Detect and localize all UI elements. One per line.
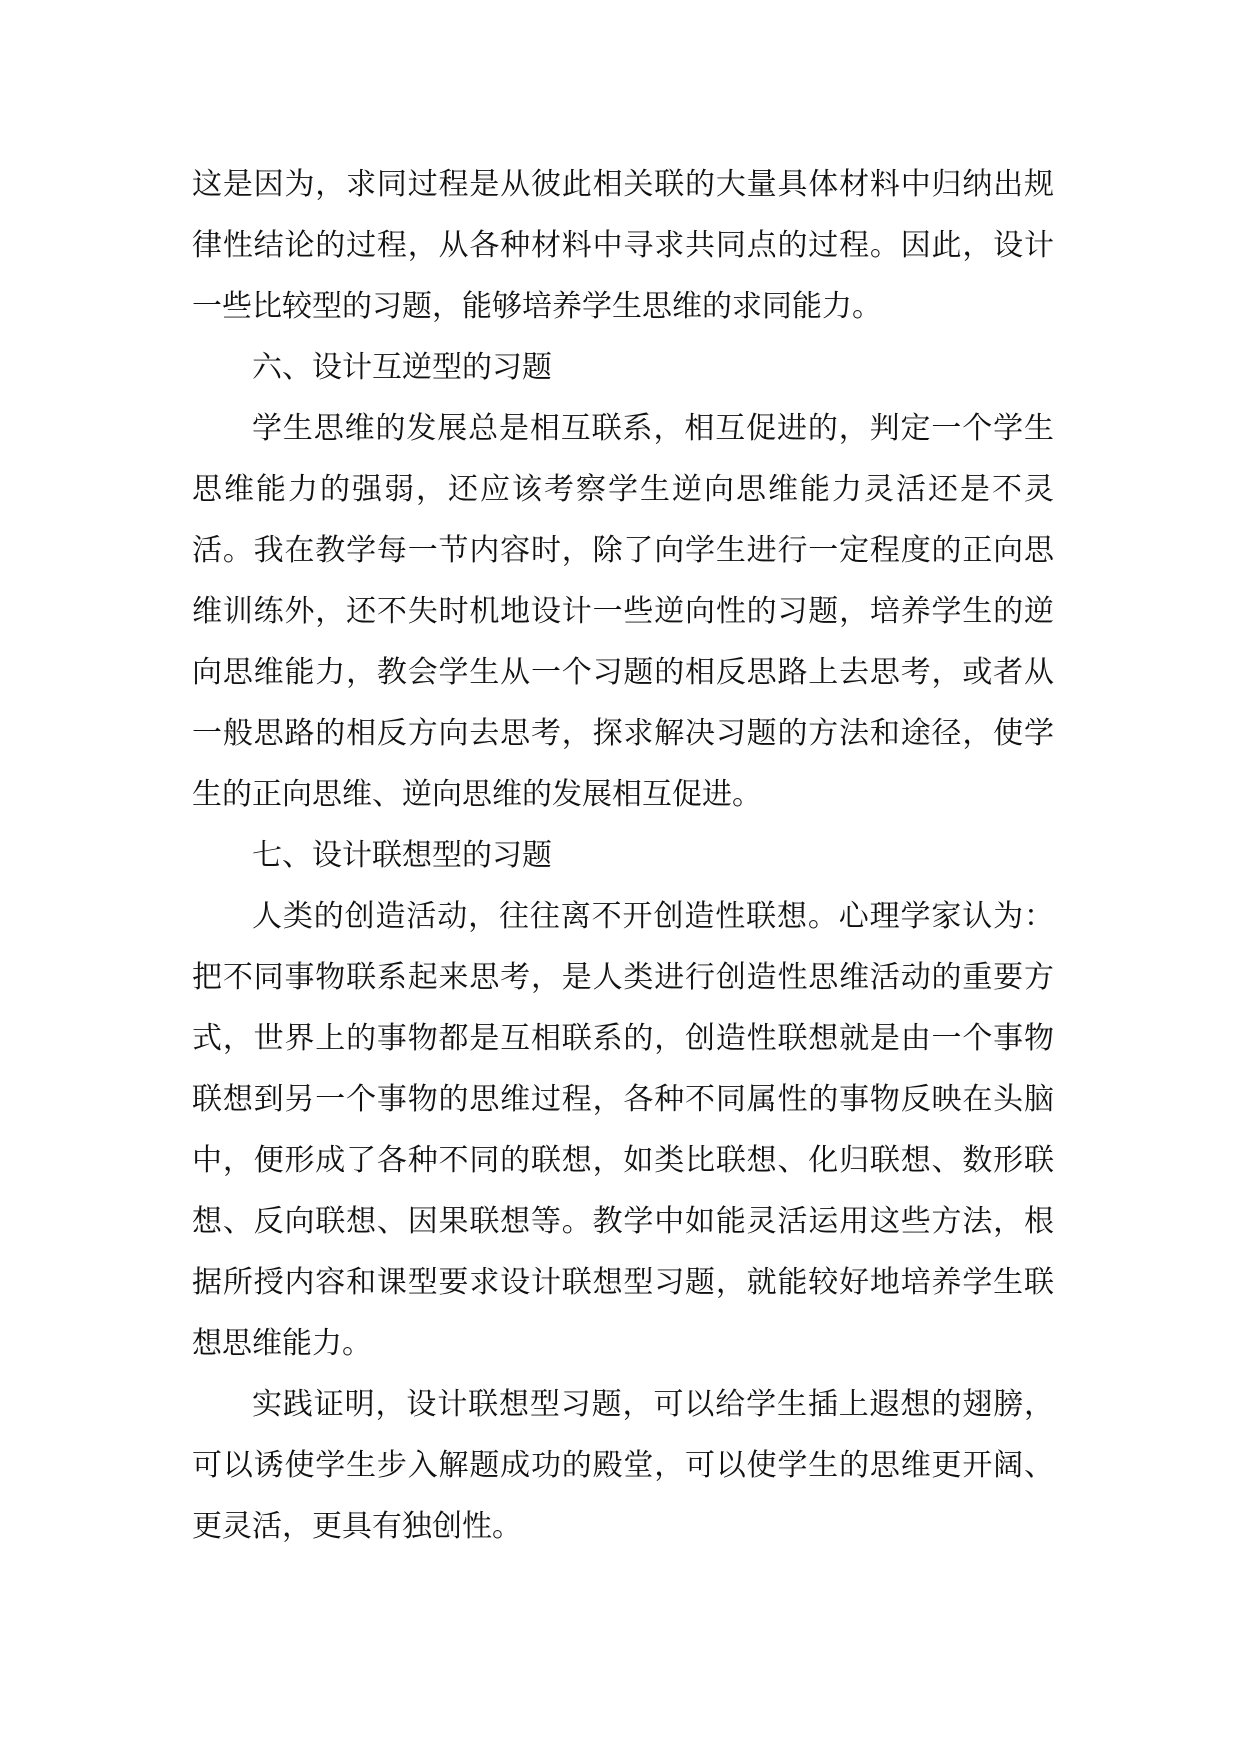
document-body bbox=[192, 154, 1054, 1557]
section-heading-6: 六、设计互逆型的习题 bbox=[252, 350, 552, 385]
section-heading-7: 七、设计联想型的习题 bbox=[252, 838, 552, 873]
paragraph-continuation: 这是因为，求同过程是从彼此相关联的大量具体材料中归纳出规律性结论的过程，从各种材料中寻求共同点的过程。因此，设计一些比较型的习题，能够培养学生思维的求同能力。 bbox=[192, 167, 1054, 324]
paragraph-association: 人类的创造活动，往往离不开创造性联想。心理学家认为：把不同事物联系起来思考，是人类进行创造性思维活动的重要方式，世界上的事物都是互相联系的，创造性联想就是由一个事物联想到另一个事物的思维过程，各种不同属性的事物反映在头脑中，便形成了各种不同的联想，如类比联想、化归联想、数形联想、反向联想、因果联想等。教学中如能灵活运用这些方法，根据所授内容和课型要求设计联想型习题，就能较好地培养学生联想思维能力。 bbox=[192, 899, 1054, 1361]
paragraph-conclusion: 实践证明，设计联想型习题，可以给学生插上遐想的翅膀，可以诱使学生步入解题成功的殿堂，可以使学生的思维更开阔、更灵活，更具有独创性。 bbox=[192, 1387, 1054, 1544]
paragraph-inverse-thinking: 学生思维的发展总是相互联系，相互促进的，判定一个学生思维能力的强弱，还应该考察学生逆向思维能力灵活还是不灵活。我在教学每一节内容时，除了向学生进行一定程度的正向思维训练外，还不失时机地设计一些逆向性的习题，培养学生的逆向思维能力，教会学生从一个习题的相反思路上去思考，或者从一般思路的相反方向去思考，探求解决习题的方法和途径，使学生的正向思维、逆向思维的发展相互促进。 bbox=[192, 411, 1054, 812]
